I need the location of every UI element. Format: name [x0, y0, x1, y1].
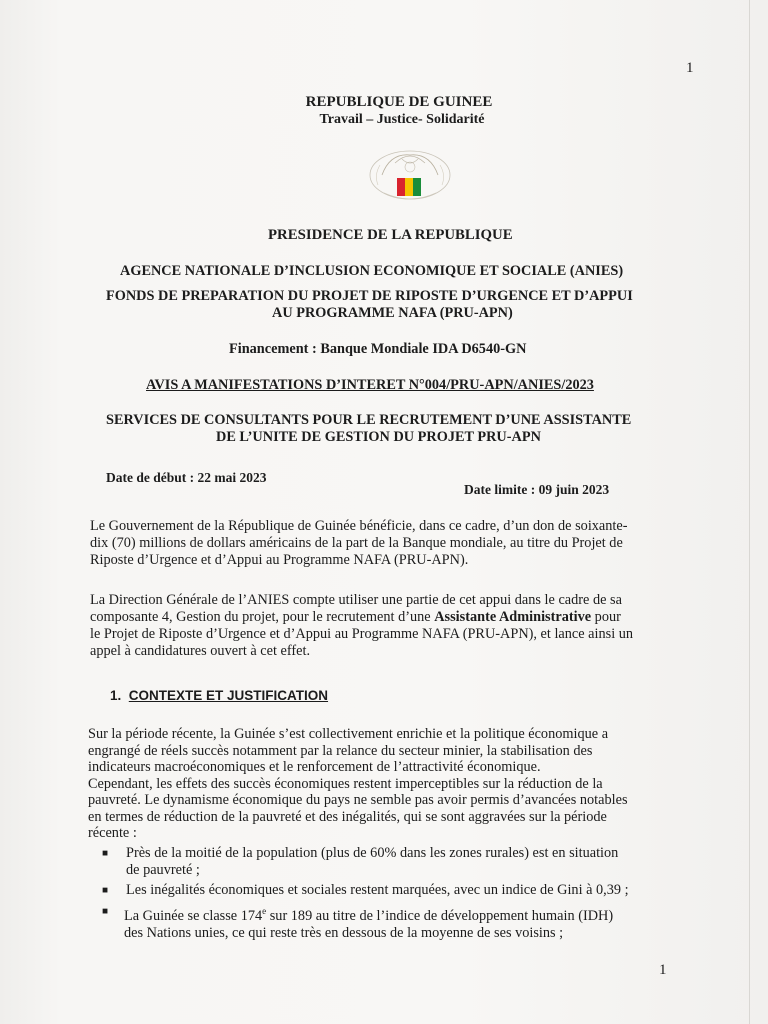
bullet-icon: ■: [102, 885, 109, 896]
fund-title-line1: FONDS DE PREPARATION DU PROJET DE RIPOSTE D’URGENCE ET D’APPUI: [106, 288, 633, 304]
agency-title: AGENCE NATIONALE D’INCLUSION ECONOMIQUE ET SOCIALE (ANIES): [120, 263, 624, 279]
text-run: pour: [591, 609, 621, 625]
services-title-line2: DE L’UNITE DE GESTION DU PROJET PRU-APN: [216, 429, 541, 445]
paragraph-line: engrangé de réels succès notamment par la relance du secteur minier, la stabilisation des: [88, 742, 593, 759]
paragraph-direction: [90, 592, 633, 660]
section-number: 1.: [110, 688, 122, 703]
notice-title: AVIS A MANIFESTATIONS D’INTERET N°004/PRU-APN/ANIES/2023: [146, 377, 594, 393]
page-number-top: 1: [686, 60, 694, 76]
paragraph-line: Sur la période récente, la Guinée s’est collectivement enrichie et la politique économique a: [88, 726, 609, 742]
paragraph-line: indicateurs macroéconomiques et le renforcement de l’attractivité économique.: [88, 759, 541, 775]
deadline-date: Date limite : 09 juin 2023: [464, 482, 610, 497]
paragraph-line: pauvreté. Le dynamisme économique du pays ne semble pas avoir permis d’avancées notables: [88, 792, 628, 808]
paragraph-line: Riposte d’Urgence et d’Appui au Programme NAFA (PRU-APN).: [90, 552, 469, 568]
presidency-title: PRESIDENCE DE LA REPUBLIQUE: [268, 227, 513, 243]
services-title-line1: SERVICES DE CONSULTANTS POUR LE RECRUTEMENT D’UNE ASSISTANTE: [106, 412, 632, 428]
superscript: e: [262, 906, 267, 916]
paragraph-line: [90, 609, 633, 626]
paragraph-line: dix (70) millions de dollars américains de la part de la Banque mondiale, au titre du Projet de: [90, 535, 623, 551]
paragraph-context: [88, 726, 628, 842]
paragraph-line: appel à candidatures ouvert à cet effet.: [90, 643, 311, 659]
fund-title-line2: AU PROGRAMME NAFA (PRU-APN): [272, 305, 513, 321]
paragraph-line: le Projet de Riposte d’Urgence et d’Appui au Programme NAFA (PRU-APN), et lance ainsi un: [90, 626, 634, 642]
coat-of-arms-icon: [360, 145, 460, 207]
text-run: La Guinée se classe 174: [124, 907, 263, 924]
paragraph-line: en termes de réduction de la pauvreté et des inégalités, qui se sont aggravées sur la période: [88, 808, 607, 825]
country-name: REPUBLIQUE DE GUINEE: [305, 94, 493, 110]
paragraph-intro: [90, 518, 628, 569]
bullet-line: des Nations unies, ce qui reste très en dessous de la moyenne de ses voisins ;: [124, 924, 564, 941]
paragraph-line: La Direction Générale de l’ANIES compte utiliser une partie de cet appui dans le cadre de sa: [90, 592, 622, 608]
financing-line: Financement : Banque Mondiale IDA D6540-GN: [229, 341, 527, 357]
bullet-line: Les inégalités économiques et sociales restent marquées, avec un indice de Gini à 0,39 ;: [126, 882, 629, 898]
paragraph-line: Le Gouvernement de la République de Guinée bénéficie, dans ce cadre, d’un don de soixante-: [90, 518, 628, 534]
bullet-item: [126, 845, 618, 879]
national-motto: Travail – Justice- Solidarité: [319, 112, 485, 127]
page-number-bottom: 1: [659, 962, 667, 978]
text-run: composante 4, Gestion du projet, pour le recrutement d’une: [90, 609, 435, 625]
bullet-icon: ■: [102, 848, 109, 859]
section-heading: [110, 688, 328, 703]
bullet-icon: ■: [102, 906, 109, 917]
bullet-line: [124, 903, 613, 925]
paragraph-line: récente :: [88, 825, 137, 841]
bullet-item: [124, 903, 613, 942]
start-date: Date de début : 22 mai 2023: [106, 470, 267, 485]
text-run: sur 189 au titre de l’indice de développement humain (IDH): [266, 907, 614, 924]
bullet-line: de pauvreté ;: [126, 862, 200, 878]
bullet-line: Près de la moitié de la population (plus de 60% dans les zones rurales) est en situation: [126, 845, 619, 861]
paragraph-line: Cependant, les effets des succès économiques restent imperceptibles sur la réduction de la: [88, 775, 603, 792]
position-title: Assistante Administrative: [434, 609, 592, 625]
section-title: CONTEXTE ET JUSTIFICATION: [128, 688, 329, 703]
bullet-item: [126, 882, 629, 899]
page-edge: [749, 0, 750, 1024]
